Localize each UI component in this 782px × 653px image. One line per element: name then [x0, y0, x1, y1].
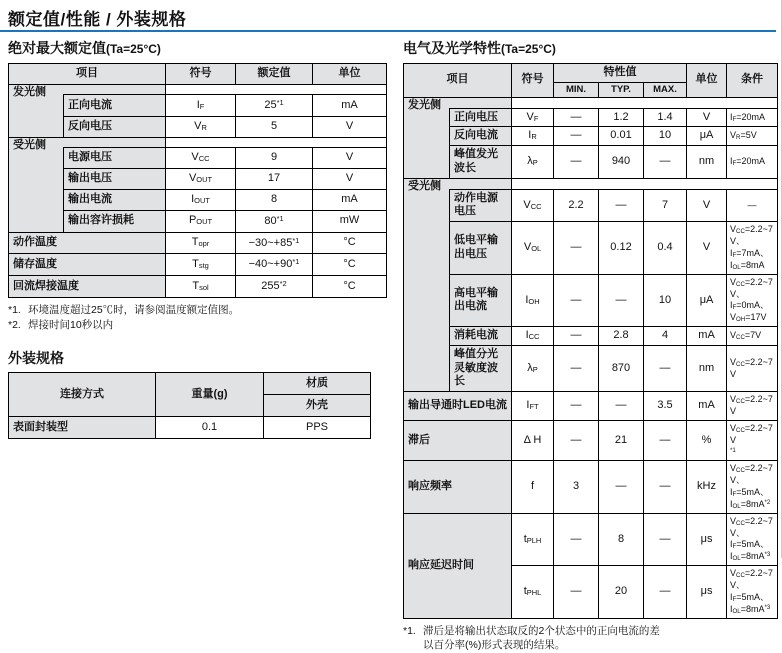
table-row: [404, 420, 778, 460]
outline-spec-heading-text: 外装规格: [8, 350, 64, 367]
symbol-cell: $V_{CC}$: [166, 147, 236, 168]
symbol-cell: $V_{OUT}$: [166, 168, 236, 189]
value-cell: —: [644, 146, 687, 179]
item-label-cell: 动作电源电压: [450, 189, 512, 222]
value-cell: 3: [554, 461, 599, 514]
condition-cell: $V_{CC}=2.2\sim 7V$、 $I_F=5mA$、 $I_{OL}=8mA^{*3}$: [727, 513, 778, 566]
item-label-cell: 电源电压: [64, 147, 166, 168]
table-row: [404, 461, 778, 514]
spacer: [8, 333, 386, 350]
value-cell: 8: [599, 513, 644, 566]
table-row: [404, 108, 778, 127]
condition-cell: $V_{CC}=2.2\sim 7V$: [727, 392, 778, 421]
group-blank-cell: [512, 97, 778, 108]
table-row: [404, 345, 778, 391]
condition-cell: $I_F=20mA$: [727, 108, 778, 127]
abs-max-heading: [8, 40, 386, 58]
value-cell: —: [554, 392, 599, 421]
footnote: [8, 318, 386, 332]
table-row: [9, 417, 371, 439]
table-row: [404, 222, 778, 275]
symbol-cell: $I_F$: [166, 95, 236, 117]
value-cell: 0.1: [156, 417, 264, 439]
unit-cell: °C: [313, 276, 387, 298]
group-label-cell: 受光侧: [404, 178, 450, 392]
column-header: 项目: [404, 64, 512, 98]
abs-max-heading-text: 绝对最大额定值: [8, 40, 106, 56]
table-row: [404, 392, 778, 421]
column-header: 外壳: [264, 395, 371, 417]
table-row: [404, 146, 778, 179]
value-cell: —: [554, 327, 599, 346]
footnote-marker: *2.: [8, 318, 21, 331]
value-cell: 0.12: [599, 222, 644, 275]
item-label-cell: 低电平输出电压: [450, 222, 512, 275]
item-label-cell: 响应频率: [404, 461, 512, 514]
condition-cell: $V_{CC}=7V$: [727, 327, 778, 346]
unit-cell: nm: [687, 146, 727, 179]
left-column: [8, 40, 386, 439]
item-label-cell: 高电平输出电流: [450, 274, 512, 327]
symbol-cell: $V_R$: [166, 116, 236, 137]
unit-cell: nm: [687, 345, 727, 391]
item-label-cell: 输出容许损耗: [64, 210, 166, 232]
unit-cell: μA: [687, 274, 727, 327]
value-cell: —: [644, 461, 687, 514]
column-subheader: MIN.: [554, 82, 599, 97]
symbol-cell: $T_{sol}$: [166, 276, 236, 298]
value-cell: 10: [644, 127, 687, 146]
table-row: [9, 116, 387, 137]
group-spacer-cell: [450, 97, 512, 108]
unit-cell: mA: [687, 392, 727, 421]
value-cell: —: [554, 108, 599, 127]
table-row: [404, 64, 778, 83]
value-cell: —: [554, 146, 599, 179]
footnote-text: 焊接时间10秒以内: [28, 318, 114, 331]
symbol-cell: $I_{FT}$: [512, 392, 554, 421]
table-row: [9, 254, 387, 276]
condition-cell: $V_{CC}=2.2\sim 7V$、 $I_F=5mA$、 $I_{OL}=8mA^{*2}$: [727, 461, 778, 514]
value-cell: 1.4: [644, 108, 687, 127]
item-label-cell: 输出电流: [64, 189, 166, 210]
value-cell: 4: [644, 327, 687, 346]
value-cell: 2.8: [599, 327, 644, 346]
symbol-cell: $\lambda_P$: [512, 146, 554, 179]
table-row: [404, 189, 778, 222]
unit-cell: mA: [313, 189, 387, 210]
symbol-cell: Δ H: [512, 420, 554, 460]
table-row: [9, 210, 387, 232]
column-header: 额定值: [236, 64, 313, 85]
unit-cell: V: [313, 168, 387, 189]
unit-cell: μA: [687, 127, 727, 146]
value-cell: 3.5: [644, 392, 687, 421]
value-cell: 5: [236, 116, 313, 137]
symbol-cell: $T_{opr}$: [166, 232, 236, 254]
item-label-cell: 滞后: [404, 420, 512, 460]
unit-cell: mA: [687, 327, 727, 346]
table-row: [404, 513, 778, 566]
electro-optical-heading: [403, 40, 777, 58]
symbol-cell: f: [512, 461, 554, 514]
symbol-cell: $I_R$: [512, 127, 554, 146]
value-cell: —: [599, 461, 644, 514]
value-cell: —: [554, 222, 599, 275]
value-cell: 0.4: [644, 222, 687, 275]
unit-cell: V: [313, 116, 387, 137]
column-subheader: MAX.: [644, 82, 687, 97]
unit-cell: μs: [687, 566, 727, 619]
item-label-cell: 输出导通时LED电流: [404, 392, 512, 421]
title-accent-rule: [0, 30, 776, 32]
symbol-cell: $P_{OUT}$: [166, 210, 236, 232]
column-header: 单位: [313, 64, 387, 85]
value-cell: —: [644, 566, 687, 619]
table-row: [9, 147, 387, 168]
value-cell: —: [599, 189, 644, 222]
table-row: [404, 127, 778, 146]
table-row: [9, 85, 387, 95]
symbol-cell: $T_{stg}$: [166, 254, 236, 276]
table-row: [9, 232, 387, 254]
group-blank-cell: [512, 178, 778, 189]
footnote: [403, 624, 777, 652]
table-row: [9, 95, 387, 117]
unit-cell: °C: [313, 254, 387, 276]
value-cell: 20: [599, 566, 644, 619]
column-header: 符号: [512, 64, 554, 98]
column-subheader: TYP.: [599, 82, 644, 97]
table-row: [9, 373, 371, 395]
value-cell: 1.2: [599, 108, 644, 127]
electro-optical-table: [403, 63, 778, 619]
condition-cell: $V_{CC}=2.2\sim 7V$、 $I_F=5mA$、 $I_{OL}=8mA^{*3}$: [727, 566, 778, 619]
unit-cell: kHz: [687, 461, 727, 514]
right-column: [403, 40, 777, 653]
table-row: [9, 189, 387, 210]
value-cell: 8: [236, 189, 313, 210]
column-header: 符号: [166, 64, 236, 85]
value-cell: 9: [236, 147, 313, 168]
electro-optical-heading-text: 电气及光学特性: [403, 40, 501, 56]
item-label-cell: 回流焊接温度: [9, 276, 166, 298]
value-cell: 21: [599, 420, 644, 460]
value-cell: 17: [236, 168, 313, 189]
footnote: [8, 303, 386, 317]
symbol-cell: $t_{PHL}$: [512, 566, 554, 619]
item-label-cell: 表面封装型: [9, 417, 156, 439]
value-cell: —: [554, 566, 599, 619]
table-row: [9, 64, 387, 85]
value-cell: —: [599, 274, 644, 327]
value-cell: 7: [644, 189, 687, 222]
value-cell: —: [599, 392, 644, 421]
unit-cell: V: [687, 222, 727, 275]
value-cell: —: [554, 513, 599, 566]
item-label-cell: 响应延迟时间: [404, 513, 512, 618]
group-spacer-cell: [64, 85, 166, 95]
unit-cell: %: [687, 420, 727, 460]
unit-cell: mW: [313, 210, 387, 232]
footnote-marker: *1.: [403, 624, 416, 637]
value-cell: $-40\sim+90^{*1}$: [236, 254, 313, 276]
column-header: 条件: [727, 64, 778, 98]
column-header: 项目: [9, 64, 166, 85]
value-cell: 25$^{*1}$: [236, 95, 313, 117]
symbol-cell: $V_{OL}$: [512, 222, 554, 275]
outline-spec-heading: [8, 350, 386, 367]
value-cell: 0.01: [599, 127, 644, 146]
value-cell: PPS: [264, 417, 371, 439]
table-row: [404, 178, 778, 189]
condition-cell: $V_{CC}=2.2\sim 7V$、 $I_F=0mA$、 $V_{OH}=17V$: [727, 274, 778, 327]
value-cell: —: [644, 345, 687, 391]
value-cell: $-30\sim+85^{*1}$: [236, 232, 313, 254]
value-cell: 80$^{*1}$: [236, 210, 313, 232]
item-label-cell: 储存温度: [9, 254, 166, 276]
symbol-cell: $I_{CC}$: [512, 327, 554, 346]
table-row: [9, 168, 387, 189]
item-label-cell: 正向电压: [450, 108, 512, 127]
value-cell: —: [644, 513, 687, 566]
unit-cell: V: [313, 147, 387, 168]
group-label-cell: 发光侧: [404, 97, 450, 178]
symbol-cell: $t_{PLH}$: [512, 513, 554, 566]
unit-cell: μs: [687, 513, 727, 566]
value-cell: 10: [644, 274, 687, 327]
column-header: 单位: [687, 64, 727, 98]
footnote-text: 环境温度超过25℃时，请参阅温度额定值图。: [28, 303, 240, 316]
item-label-cell: 峰值分光灵敏度波长: [450, 345, 512, 391]
table-row: [404, 97, 778, 108]
group-label-cell: 发光侧: [9, 85, 64, 138]
electro-optical-heading-condition: (Ta=25°C): [501, 42, 556, 56]
condition-cell: —: [727, 189, 778, 222]
item-label-cell: 正向电流: [64, 95, 166, 117]
unit-cell: V: [687, 189, 727, 222]
page-title: 额定值/性能 / 外装规格: [8, 10, 187, 29]
item-label-cell: 输出电压: [64, 168, 166, 189]
footnote-marker: *1.: [8, 303, 21, 316]
table-row: [9, 276, 387, 298]
value-cell: —: [554, 345, 599, 391]
value-cell: —: [554, 127, 599, 146]
condition-cell: $I_F=20mA$: [727, 146, 778, 179]
group-blank-cell: [166, 85, 387, 95]
column-header: 材质: [264, 373, 371, 395]
condition-cell: $V_{CC}=2.2\sim 7V$: [727, 345, 778, 391]
symbol-cell: $\lambda_P$: [512, 345, 554, 391]
item-label-cell: 消耗电流: [450, 327, 512, 346]
symbol-cell: $I_{OUT}$: [166, 189, 236, 210]
column-header: 连接方式: [9, 373, 156, 417]
symbol-cell: $V_{CC}$: [512, 189, 554, 222]
group-spacer-cell: [450, 178, 512, 189]
value-cell: —: [554, 420, 599, 460]
group-label-cell: 受光侧: [9, 137, 64, 232]
column-header: 特性值: [554, 64, 687, 83]
condition-cell: $V_R=5V$: [727, 127, 778, 146]
unit-cell: °C: [313, 232, 387, 254]
item-label-cell: 反向电压: [64, 116, 166, 137]
condition-cell: $V_{CC}=2.2\sim 7V$ $^{*1}$: [727, 420, 778, 460]
unit-cell: mA: [313, 95, 387, 117]
group-blank-cell: [166, 137, 387, 147]
value-cell: 255$^{*2}$: [236, 276, 313, 298]
column-header: 重量(g): [156, 373, 264, 417]
symbol-cell: $V_F$: [512, 108, 554, 127]
item-label-cell: 反向电流: [450, 127, 512, 146]
value-cell: 940: [599, 146, 644, 179]
table-row: [9, 137, 387, 147]
unit-cell: V: [687, 108, 727, 127]
abs-max-heading-condition: (Ta=25°C): [106, 42, 161, 56]
value-cell: —: [644, 420, 687, 460]
table-row: [404, 274, 778, 327]
group-spacer-cell: [64, 137, 166, 147]
footnote-text: 滞后是将输出状态取反的2个状态中的正向电流的差 以百分率(%)形式表现的结果。: [423, 624, 660, 651]
item-label-cell: 动作温度: [9, 232, 166, 254]
symbol-cell: $I_{OH}$: [512, 274, 554, 327]
value-cell: 870: [599, 345, 644, 391]
table-row: [404, 327, 778, 346]
item-label-cell: 峰值发光波长: [450, 146, 512, 179]
abs-max-table: [8, 63, 387, 298]
electro-optical-footnotes: [403, 624, 777, 652]
value-cell: 2.2: [554, 189, 599, 222]
abs-max-footnotes: [8, 303, 386, 332]
value-cell: —: [554, 274, 599, 327]
condition-cell: $V_{CC}=2.2\sim 7V$、 $I_F=7mA$、 $I_{OL}=8mA$: [727, 222, 778, 275]
outline-spec-table: [8, 372, 371, 439]
